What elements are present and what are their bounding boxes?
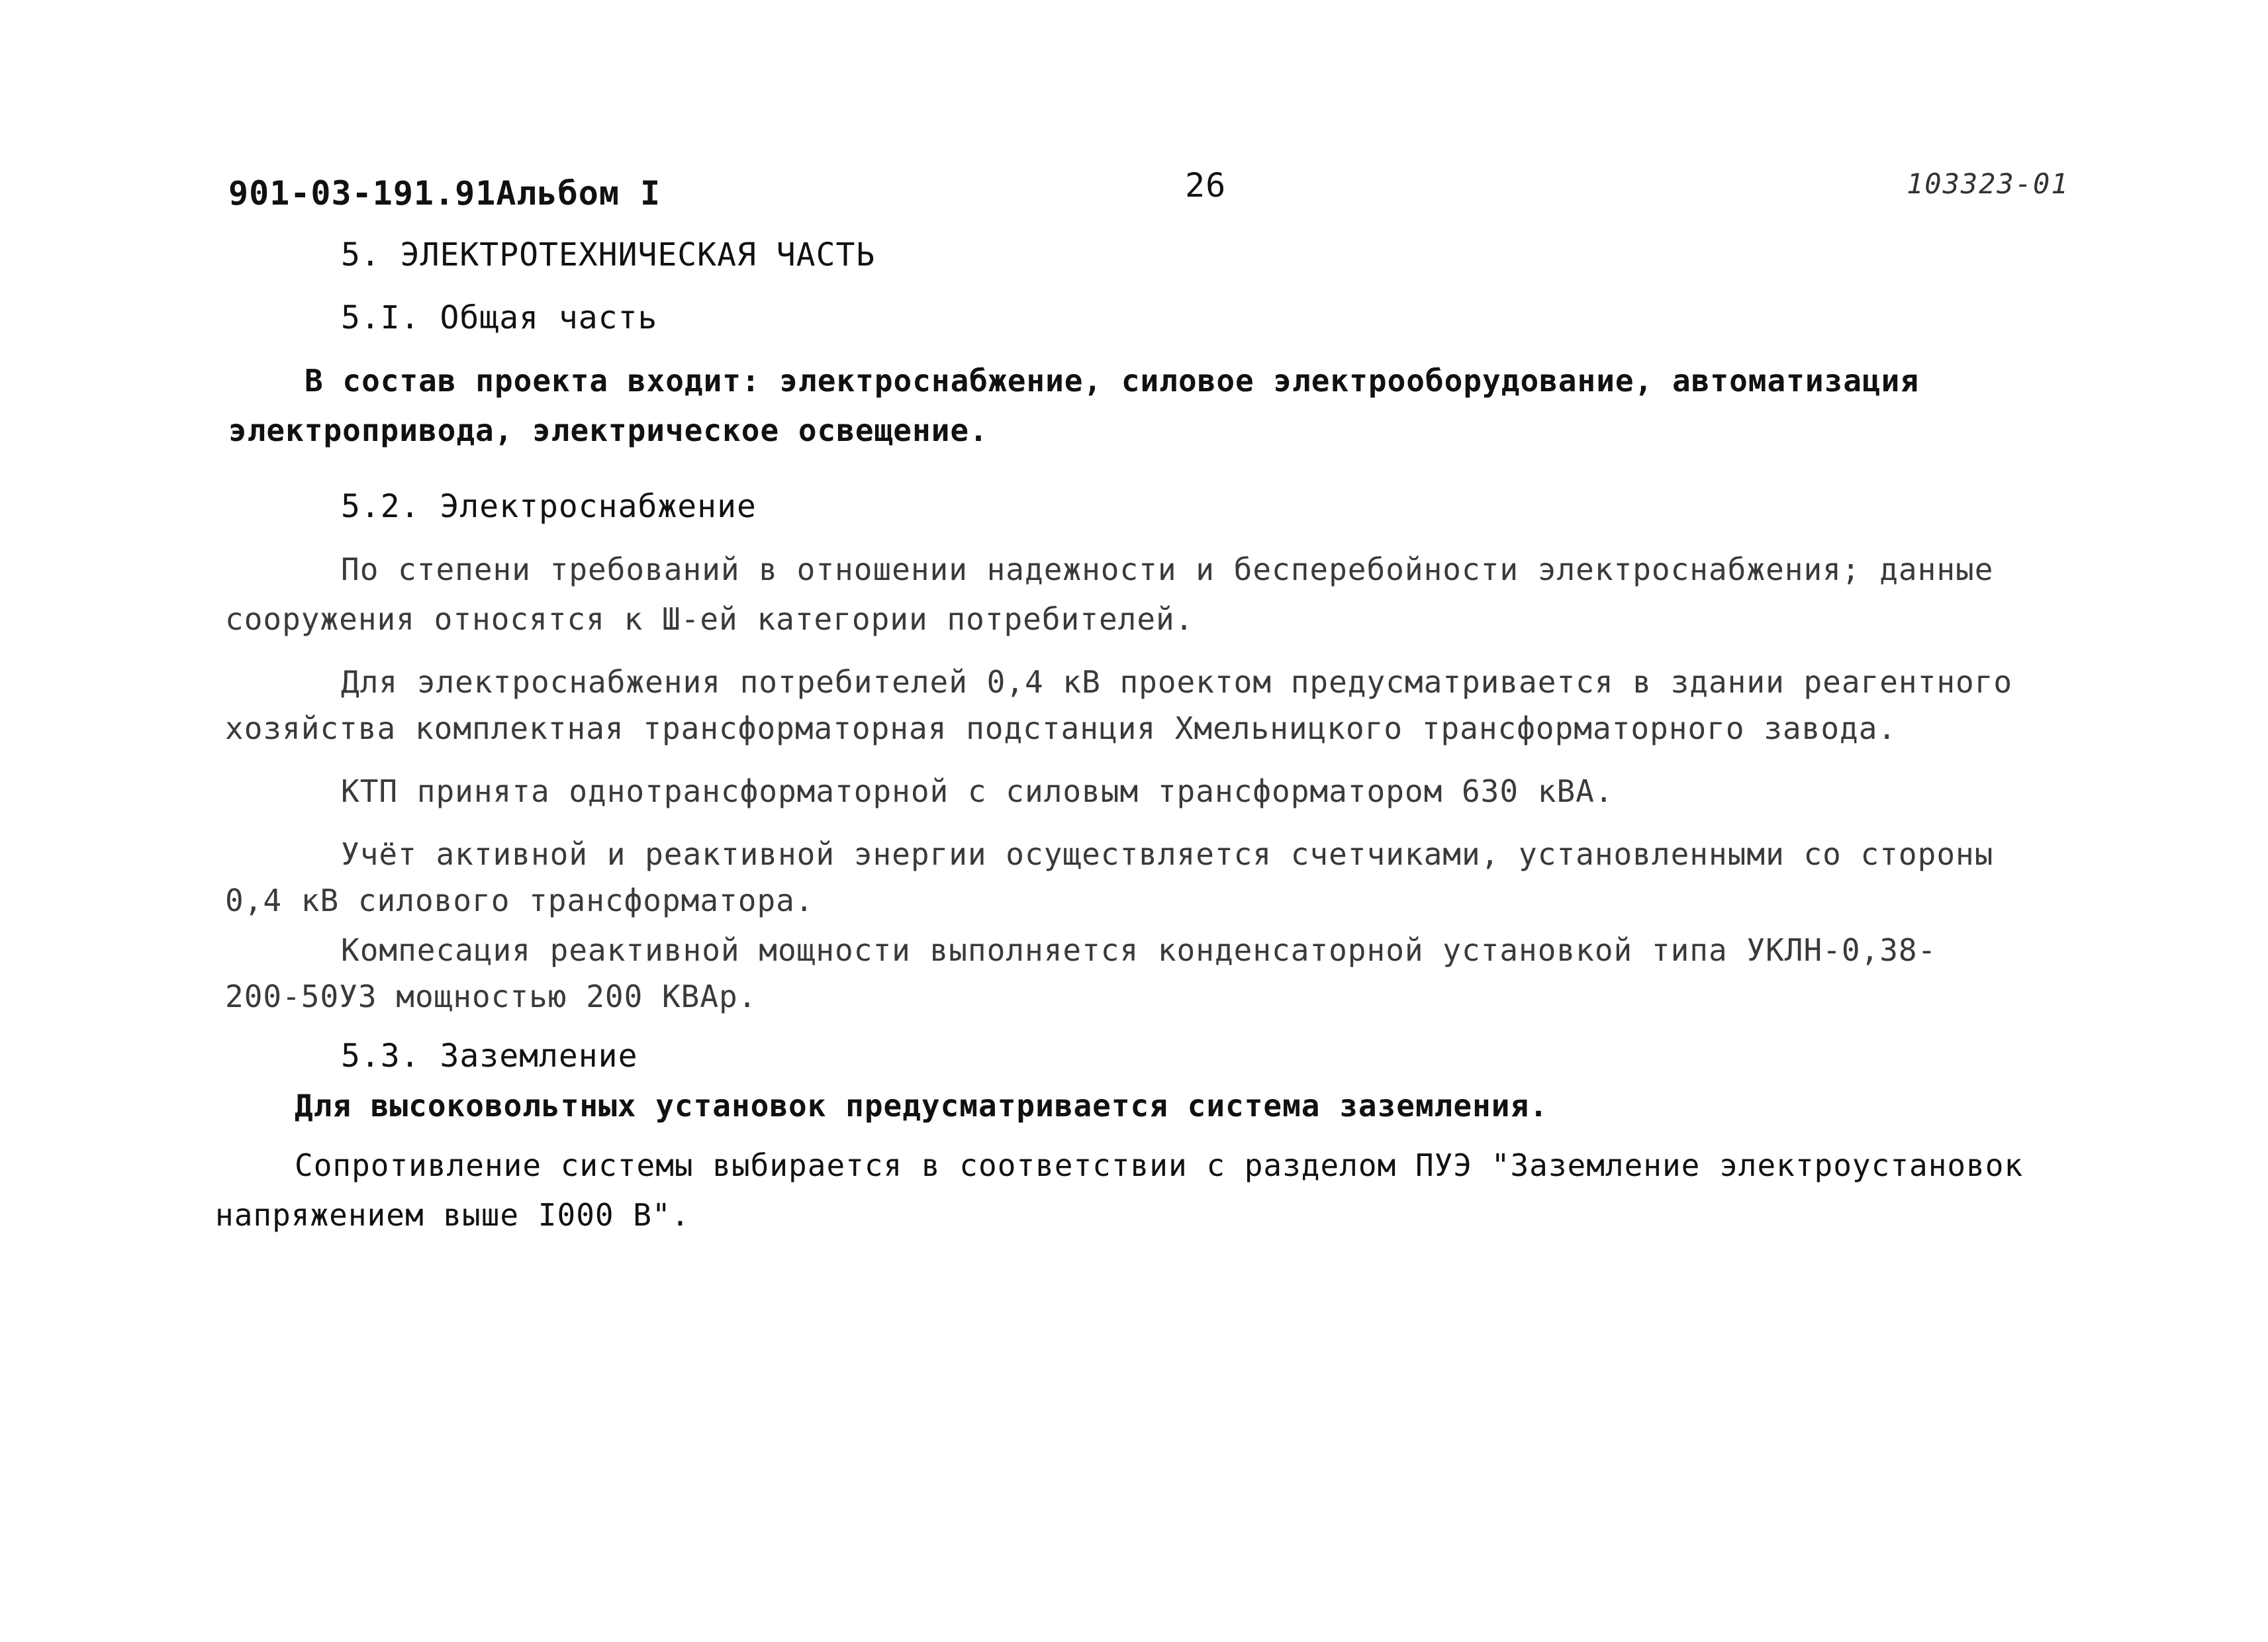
section-5-2-paragraph-4-line-2: 0,4 кВ силового трансформатора.: [225, 883, 814, 918]
section-5-2-paragraph-2-line-2: хозяйства комплектная трансформаторная подстанция Хмельницкого трансформаторного завода.: [225, 710, 1897, 746]
section-5-1-paragraph-line-1: В состав проекта входит: электроснабжение, силовое электрооборудование, автоматизация: [305, 363, 1920, 399]
archive-stamp: 103323-01: [1907, 168, 2069, 200]
section-5-2-paragraph-3: КТП принята однотрансформаторной с силовым трансформатором 630 кВА.: [341, 773, 1614, 809]
section-5-2-paragraph-2-line-1: Для электроснабжения потребителей 0,4 кВ проектом предусматривается в здании реагентного: [341, 664, 2013, 700]
section-5-1-paragraph-line-2: электропривода, электрическое освещение.: [228, 412, 988, 448]
page-number: 26: [1185, 166, 1227, 205]
section-5-2-paragraph-1-line-2: сооружения относятся к Ш-ей категории потребителей.: [225, 601, 1194, 637]
section-5-title: 5. ЭЛЕКТРОТЕХНИЧЕСКАЯ ЧАСТЬ: [341, 236, 876, 273]
section-5-2-paragraph-5-line-2: 200-50У3 мощностью 200 КВАр.: [225, 979, 757, 1014]
section-5-3-title: 5.3. Заземление: [341, 1038, 638, 1075]
section-5-3-paragraph-2-line-2: напряжением выше I000 В".: [215, 1197, 690, 1233]
section-5-2-title: 5.2. Электроснабжение: [341, 488, 757, 525]
section-5-1-title: 5.I. Общая часть: [341, 299, 658, 336]
section-5-2-paragraph-1-line-1: По степени требований в отношении надежности и бесперебойности электроснабжения; данные: [341, 552, 1994, 587]
section-5-3-paragraph-1: Для высоковольтных установок предусматривается система заземления.: [295, 1088, 1548, 1124]
section-5-2-paragraph-4-line-1: Учёт активной и реактивной энергии осуществляется счетчиками, установленными со стороны: [341, 836, 1994, 872]
section-5-3-paragraph-2-line-1: Сопротивление системы выбирается в соответствии с разделом ПУЭ "Заземление электроустановок: [295, 1147, 2024, 1183]
section-5-2-paragraph-5-line-1: Компесация реактивной мощности выполняется конденсаторной установкой типа УКЛН-0,38-: [341, 932, 1937, 968]
document-code: 901-03-191.91Альбом I: [228, 174, 661, 213]
